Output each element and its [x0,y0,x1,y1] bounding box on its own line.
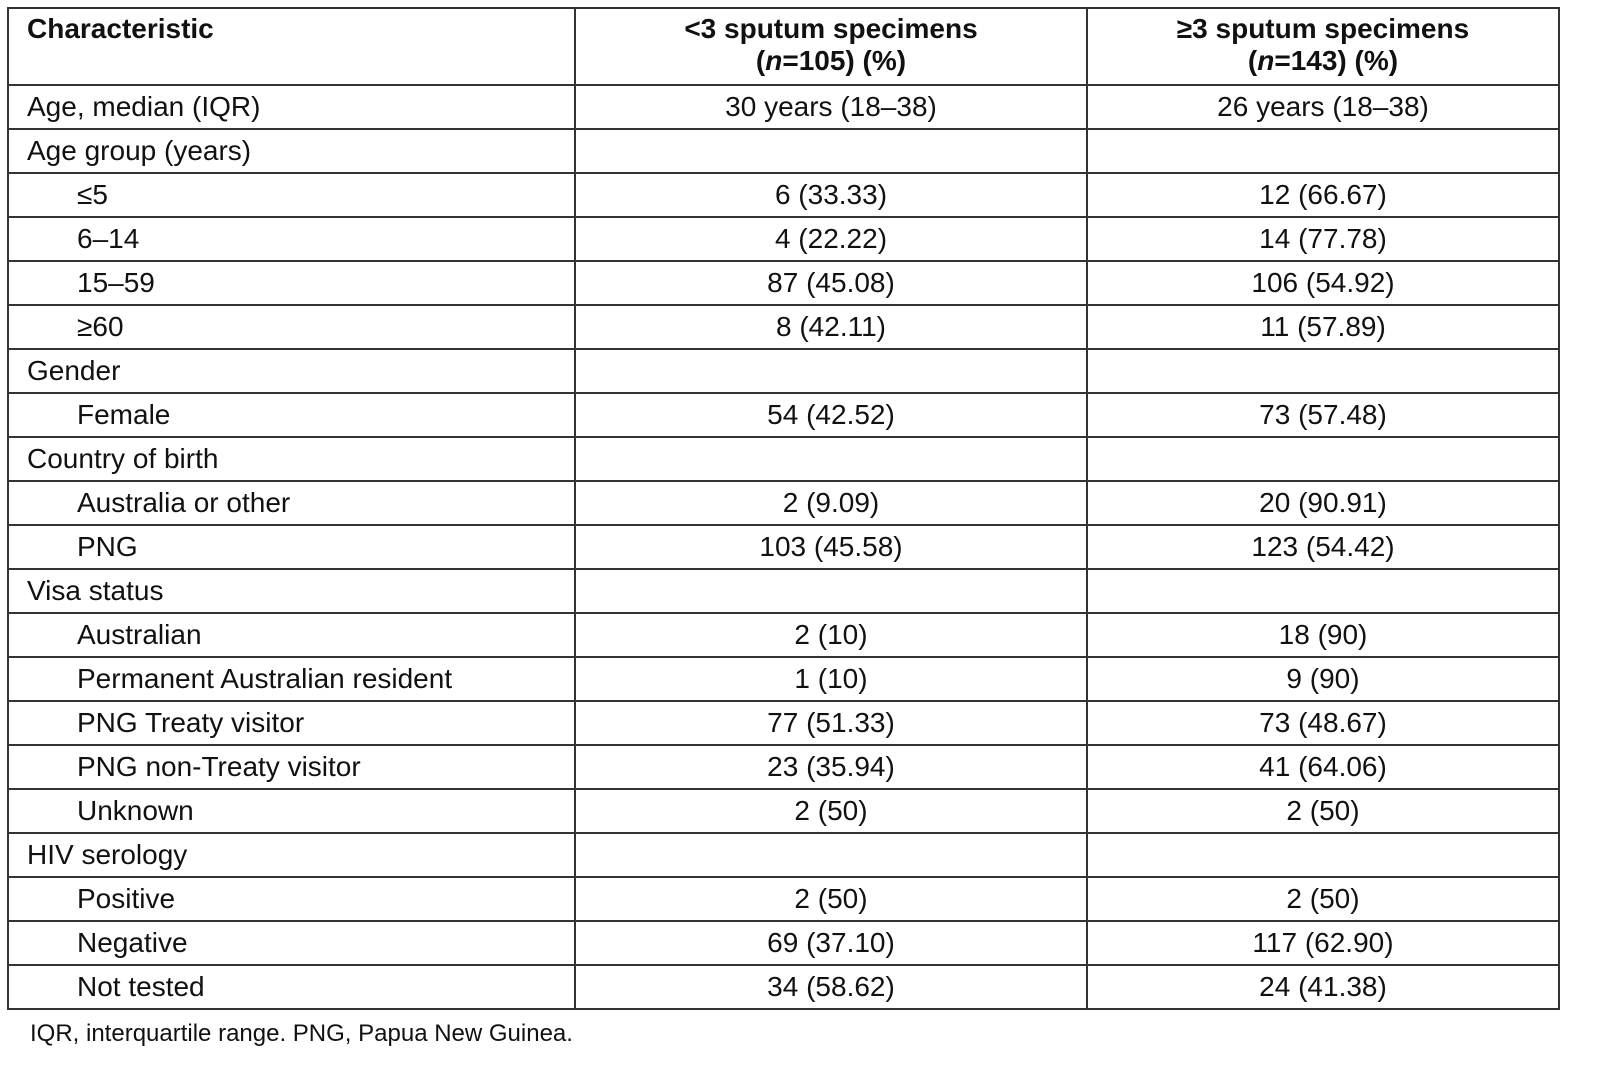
cell-lt3: 8 (42.11) [575,305,1087,349]
row-label: PNG Treaty visitor [8,701,575,745]
table-row [8,85,1559,129]
table-row [8,745,1559,789]
table-row [8,877,1559,921]
table-row [8,921,1559,965]
table-row [8,349,1559,393]
cell-lt3 [575,833,1087,877]
header-paren: ( [1247,45,1258,76]
row-label: 6–14 [8,217,575,261]
row-label: Not tested [8,965,575,1009]
table-row [8,701,1559,745]
table-row [8,393,1559,437]
row-label: HIV serology [8,833,575,877]
row-label: Positive [8,877,575,921]
cell-ge3: 73 (48.67) [1087,701,1559,745]
cell-lt3: 2 (10) [575,613,1087,657]
header-lt3 [575,8,1087,85]
cell-ge3: 14 (77.78) [1087,217,1559,261]
cell-ge3: 2 (50) [1087,877,1559,921]
table-row [8,789,1559,833]
table-row [8,657,1559,701]
cell-ge3: 123 (54.42) [1087,525,1559,569]
row-label: Age, median (IQR) [8,85,575,129]
cell-ge3: 20 (90.91) [1087,481,1559,525]
cell-ge3: 106 (54.92) [1087,261,1559,305]
header-count: =143) (%) [1274,45,1399,76]
row-label: Female [8,393,575,437]
table-row [8,261,1559,305]
cell-lt3 [575,437,1087,481]
cell-lt3: 2 (50) [575,877,1087,921]
table-row [8,833,1559,877]
header-n: n [1257,45,1275,76]
header-text: ≥3 sputum specimens [1176,13,1470,44]
cell-lt3 [575,349,1087,393]
table-row [8,525,1559,569]
table-row [8,569,1559,613]
row-label: Australia or other [8,481,575,525]
cell-lt3: 30 years (18–38) [575,85,1087,129]
table-row [8,173,1559,217]
header-text: <3 sputum specimens [684,13,978,44]
header-ge3 [1087,8,1559,85]
cell-ge3: 26 years (18–38) [1087,85,1559,129]
table-row [8,481,1559,525]
row-label: Unknown [8,789,575,833]
row-label: PNG [8,525,575,569]
cell-lt3: 54 (42.52) [575,393,1087,437]
cell-lt3: 23 (35.94) [575,745,1087,789]
table-row [8,129,1559,173]
cell-ge3: 117 (62.90) [1087,921,1559,965]
row-label: Country of birth [8,437,575,481]
row-label: Age group (years) [8,129,575,173]
row-label: Permanent Australian resident [8,657,575,701]
cell-ge3 [1087,129,1559,173]
header-paren: ( [755,45,766,76]
cell-lt3 [575,569,1087,613]
cell-lt3: 6 (33.33) [575,173,1087,217]
cell-ge3: 11 (57.89) [1087,305,1559,349]
row-label: Australian [8,613,575,657]
row-label: PNG non-Treaty visitor [8,745,575,789]
table-row [8,305,1559,349]
row-label: 15–59 [8,261,575,305]
cell-ge3 [1087,437,1559,481]
cell-lt3: 34 (58.62) [575,965,1087,1009]
cell-ge3: 9 (90) [1087,657,1559,701]
cell-lt3: 77 (51.33) [575,701,1087,745]
cell-lt3: 103 (45.58) [575,525,1087,569]
header-row [8,8,1559,85]
row-label: Gender [8,349,575,393]
cell-lt3: 1 (10) [575,657,1087,701]
table-row [8,217,1559,261]
characteristics-table [7,7,1560,1010]
table-row [8,965,1559,1009]
cell-ge3: 73 (57.48) [1087,393,1559,437]
cell-lt3: 2 (9.09) [575,481,1087,525]
row-label: ≤5 [8,173,575,217]
row-label: Visa status [8,569,575,613]
table-row [8,437,1559,481]
cell-lt3: 69 (37.10) [575,921,1087,965]
header-n: n [765,45,783,76]
cell-ge3: 12 (66.67) [1087,173,1559,217]
header-text: Characteristic [27,13,214,44]
cell-lt3: 87 (45.08) [575,261,1087,305]
cell-ge3 [1087,833,1559,877]
table-row [8,613,1559,657]
header-characteristic [8,8,575,85]
cell-ge3: 41 (64.06) [1087,745,1559,789]
cell-ge3 [1087,349,1559,393]
row-label: Negative [8,921,575,965]
cell-lt3: 4 (22.22) [575,217,1087,261]
cell-ge3: 18 (90) [1087,613,1559,657]
cell-ge3: 2 (50) [1087,789,1559,833]
table-footnote: IQR, interquartile range. PNG, Papua New Guinea. [30,1020,573,1047]
header-count: =105) (%) [782,45,907,76]
cell-lt3 [575,129,1087,173]
cell-ge3 [1087,569,1559,613]
row-label: ≥60 [8,305,575,349]
cell-ge3: 24 (41.38) [1087,965,1559,1009]
cell-lt3: 2 (50) [575,789,1087,833]
